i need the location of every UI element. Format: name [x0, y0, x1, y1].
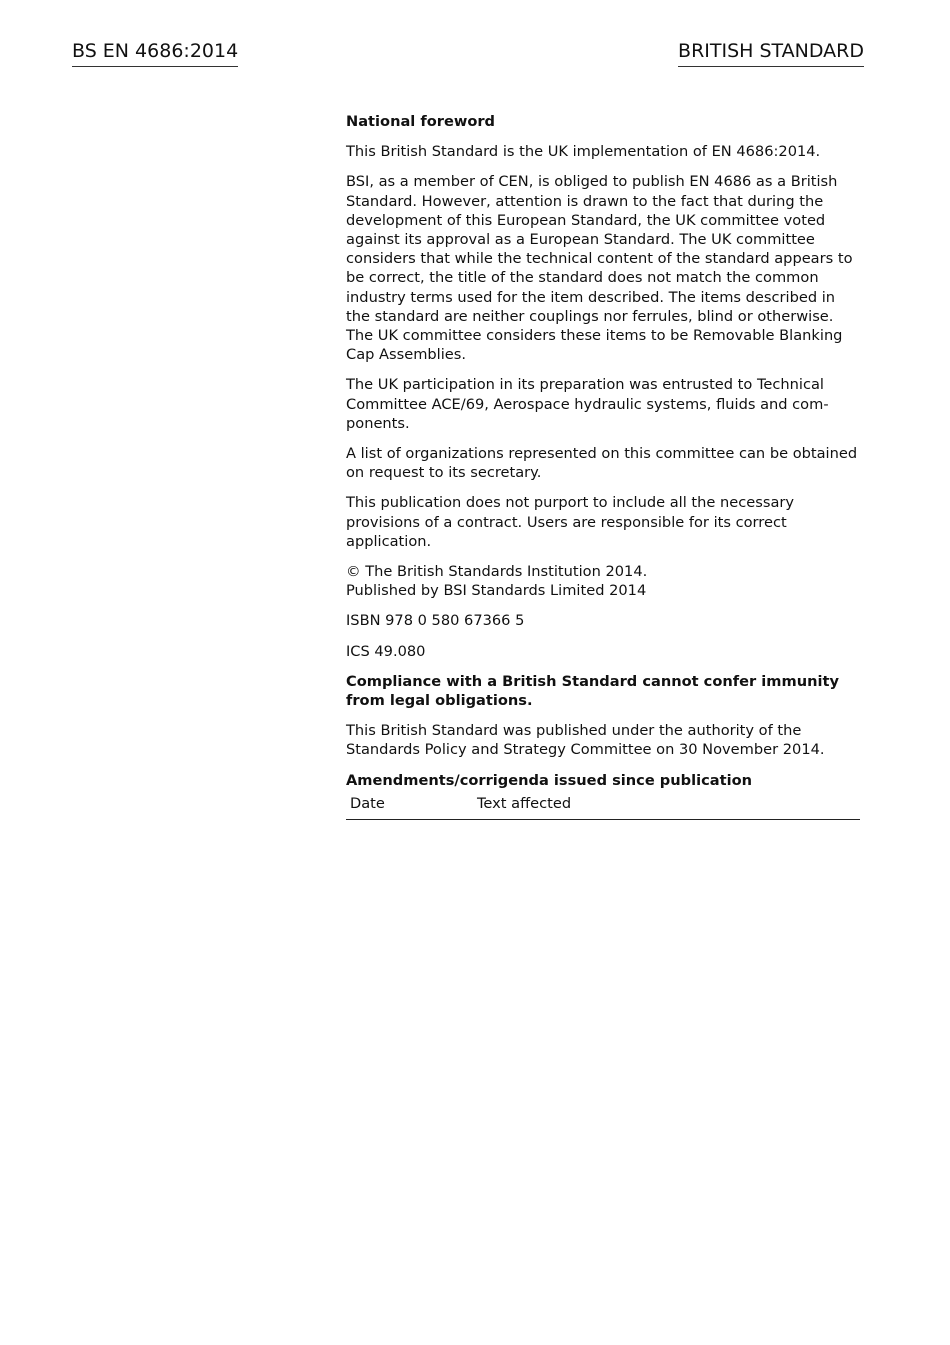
document-type-header: BRITISH STANDARD: [678, 39, 864, 67]
document-number-header: BS EN 4686:2014: [72, 39, 238, 67]
foreword-paragraph-cen: BSI, as a member of CEN, is obliged to publish EN 4686 as a British Standard. However, attention is drawn to the fact that during the development of this European Standard, the UK committee voted against its approval as a European Standard. The UK committee considers that while the technical content of the standard appears to be correct, the title of the standard does not match the common industry terms used for the item described. The items described in the standard are neither couplings nor ferrules, blind or otherwise. The UK committee considers these items to be Removable Blanking Cap Assemblies.: [346, 173, 853, 364]
compliance-statement: Compliance with a British Standard cannot confer immunity from legal obligations.: [346, 672, 839, 710]
column-header-date: Date: [346, 794, 473, 820]
amendments-table: [346, 794, 860, 820]
amendments-header-row: [346, 794, 860, 820]
publisher-line: Published by BSI Standards Limited 2014: [346, 582, 647, 600]
copyright-block: [346, 562, 860, 600]
foreword-paragraph-implementation: This British Standard is the UK implementation of EN 4686:2014.: [346, 143, 821, 161]
ics-line: ICS 49.080: [346, 642, 426, 660]
foreword-paragraph-contract: This publication does not purport to include all the necessary provisions of a contract. Users are responsible for its correct application.: [346, 494, 795, 550]
amendments-title: Amendments/corrigenda issued since publication: [346, 771, 752, 789]
foreword-paragraph-organizations: A list of organizations represented on this committee can be obtained on request to its secretary.: [346, 445, 858, 482]
column-header-text-affected: Text affected: [473, 794, 860, 820]
authority-statement: This British Standard was published under the authority of the Standards Policy and Strategy Committee on 30 November 2014.: [346, 722, 825, 759]
copyright-line: © The British Standards Institution 2014.: [346, 563, 648, 581]
foreword-title: National foreword: [346, 113, 496, 130]
national-foreword-section: [346, 112, 860, 820]
isbn-line: ISBN 978 0 580 67366 5: [346, 612, 525, 630]
foreword-paragraph-participation: The UK participation in its preparation was entrusted to Technical Committee ACE/69, Aerospace hydraulic systems, fluids and com-ponents.: [346, 376, 829, 432]
